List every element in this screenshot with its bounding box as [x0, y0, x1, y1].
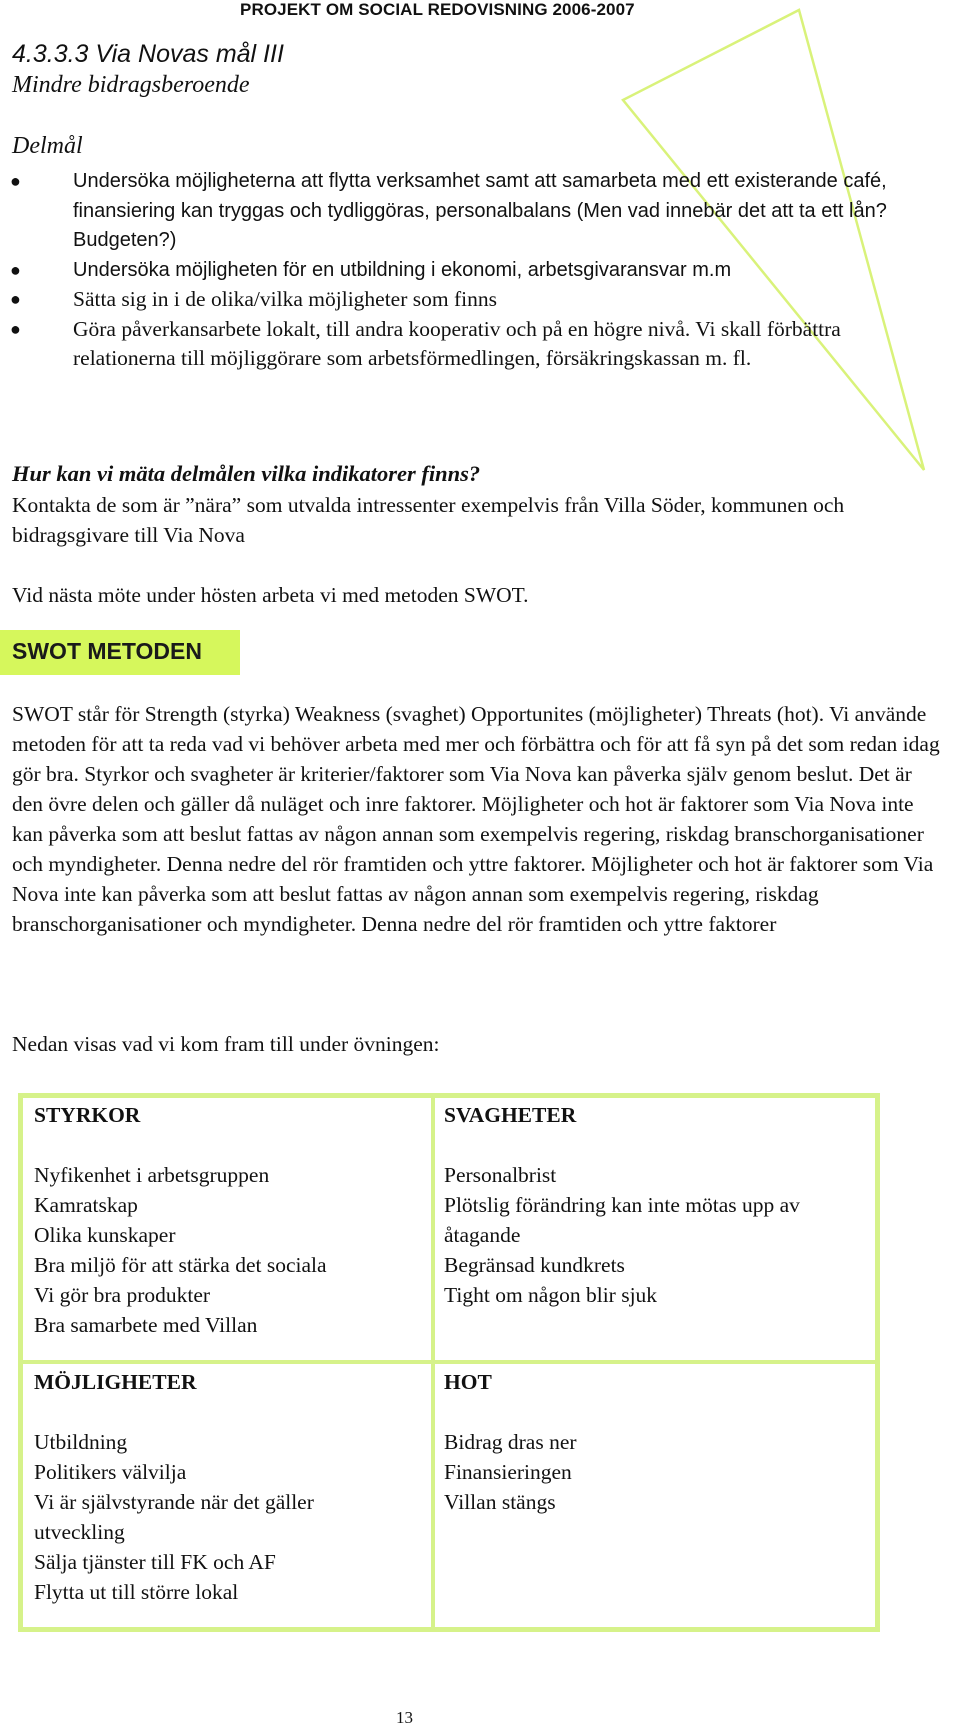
subgoal-list: [0, 167, 960, 374]
subgoal-text: Göra påverkansarbete lokalt, till andra kooperativ och på en högre nivå. Vi skall förbättra relationerna till möjliggörare som arbetsförmedlingen, försäkringskassan m. fl.: [73, 316, 841, 370]
list-item: Bra samarbete med Villan: [34, 1313, 258, 1337]
list-item: Flytta ut till större lokal: [34, 1580, 239, 1604]
subgoal-text: Sätta sig in i de olika/vilka möjligheter som finns: [73, 287, 497, 311]
bullet-icon: ●: [10, 171, 21, 191]
list-item: Kamratskap: [34, 1193, 138, 1217]
measure-question: Hur kan vi mäta delmålen vilka indikatorer finns?: [12, 461, 481, 486]
list-item: Politikers välvilja: [34, 1460, 187, 1484]
list-item: Begränsad kundkrets: [444, 1253, 625, 1277]
swot-threats-list: [444, 1427, 577, 1517]
bullet-icon: ●: [10, 259, 21, 280]
list-item: [0, 256, 960, 286]
swot-cell-threats: [444, 1367, 577, 1517]
list-item: [0, 315, 960, 374]
swot-opportunities-list: [34, 1427, 424, 1607]
list-item: Bidrag dras ner: [444, 1430, 577, 1454]
list-item: [0, 285, 960, 315]
swot-intro: Nedan visas vad vi kom fram till under övningen:: [12, 1032, 440, 1056]
swot-cell-title: SVAGHETER: [444, 1103, 577, 1127]
swot-method-heading: [0, 630, 240, 675]
list-item: Finansieringen: [444, 1460, 572, 1484]
list-item: Villan stängs: [444, 1490, 556, 1514]
list-item: Nyfikenhet i arbetsgruppen: [34, 1163, 270, 1187]
swot-cell-weaknesses: [444, 1100, 864, 1310]
subgoal-text: Undersöka möjligheten för en utbildning i ekonomi, arbetsgivaransvar m.m: [73, 258, 732, 281]
list-item: Sälja tjänster till FK och AF: [34, 1550, 276, 1574]
swot-cell-title: HOT: [444, 1370, 492, 1394]
page-number: 13: [396, 1708, 413, 1727]
swot-cell-strengths: [34, 1100, 327, 1340]
subgoal-text: Undersöka möjligheterna att flytta verksamhet samt att samarbeta med ett existerande café, finansiering kan tryggas och tydliggöras, personalbalans (Men vad innebär det att ta ett lån? Budgeten?): [73, 170, 887, 251]
swot-cell-opportunities: [34, 1367, 424, 1607]
swot-description: SWOT står för Strength (styrka) Weakness (svaghet) Opportunites (möjligheter) Threats (hot). Vi använde metoden för att ta reda vad vi behöver arbeta med mer och förbättra och för att få syn på det som redan idag gör bra. Styrkor och svagheter är kriterier/faktorer som Via Nova kan påverka själv genom beslut. Det är den övre delen och gäller då nuläget och inre faktorer. Möjligheter och hot är faktorer som Via Nova inte kan påverka som att beslut fattas av någon annan som exempelvis regering, riskdag branschorganisationer och myndigheter. Denna nedre del rör framtiden och yttre faktorer. Möjligheter och hot är faktorer som Via Nova inte kan påverka som att beslut fattas av någon annan som exempelvis regering, riskdag branschorganisationer och myndigheter. Denna nedre del rör framtiden och yttre faktorer: [12, 702, 940, 936]
bullet-icon: ●: [10, 318, 21, 339]
running-header: PROJEKT OM SOCIAL REDOVISNING 2006-2007: [240, 0, 635, 19]
swot-table: [18, 1093, 880, 1632]
bullet-icon: ●: [10, 289, 21, 309]
list-item: Tight om någon blir sjuk: [444, 1283, 658, 1307]
subgoals-heading: Delmål: [12, 133, 83, 159]
list-item: Vi är självstyrande när det gäller utveckling: [34, 1490, 314, 1544]
list-item: [0, 167, 960, 256]
section-title: 4.3.3.3 Via Novas mål III: [12, 40, 284, 68]
swot-method-heading-text: SWOT METODEN: [12, 638, 202, 664]
list-item: Plötslig förändring kan inte mötas upp av åtagande: [444, 1193, 800, 1247]
list-item: Vi gör bra produkter: [34, 1283, 211, 1307]
contact-paragraph: Kontakta de som är ”nära” som utvalda intressenter exempelvis från Villa Söder, kommunen och bidragsgivare till Via Nova: [12, 493, 845, 547]
list-item: Personalbrist: [444, 1163, 557, 1187]
list-item: Bra miljö för att stärka det sociala: [34, 1253, 327, 1277]
swot-cell-title: STYRKOR: [34, 1103, 141, 1127]
swot-strengths-list: [34, 1160, 327, 1340]
list-item: Olika kunskaper: [34, 1223, 176, 1247]
list-item: Utbildning: [34, 1430, 128, 1454]
section-subtitle: Mindre bidragsberoende: [12, 72, 250, 98]
table-divider-horizontal: [23, 1360, 875, 1364]
swot-weaknesses-list: [444, 1160, 864, 1310]
next-meeting-paragraph: Vid nästa möte under hösten arbeta vi med metoden SWOT.: [12, 583, 529, 607]
swot-cell-title: MÖJLIGHETER: [34, 1370, 197, 1394]
